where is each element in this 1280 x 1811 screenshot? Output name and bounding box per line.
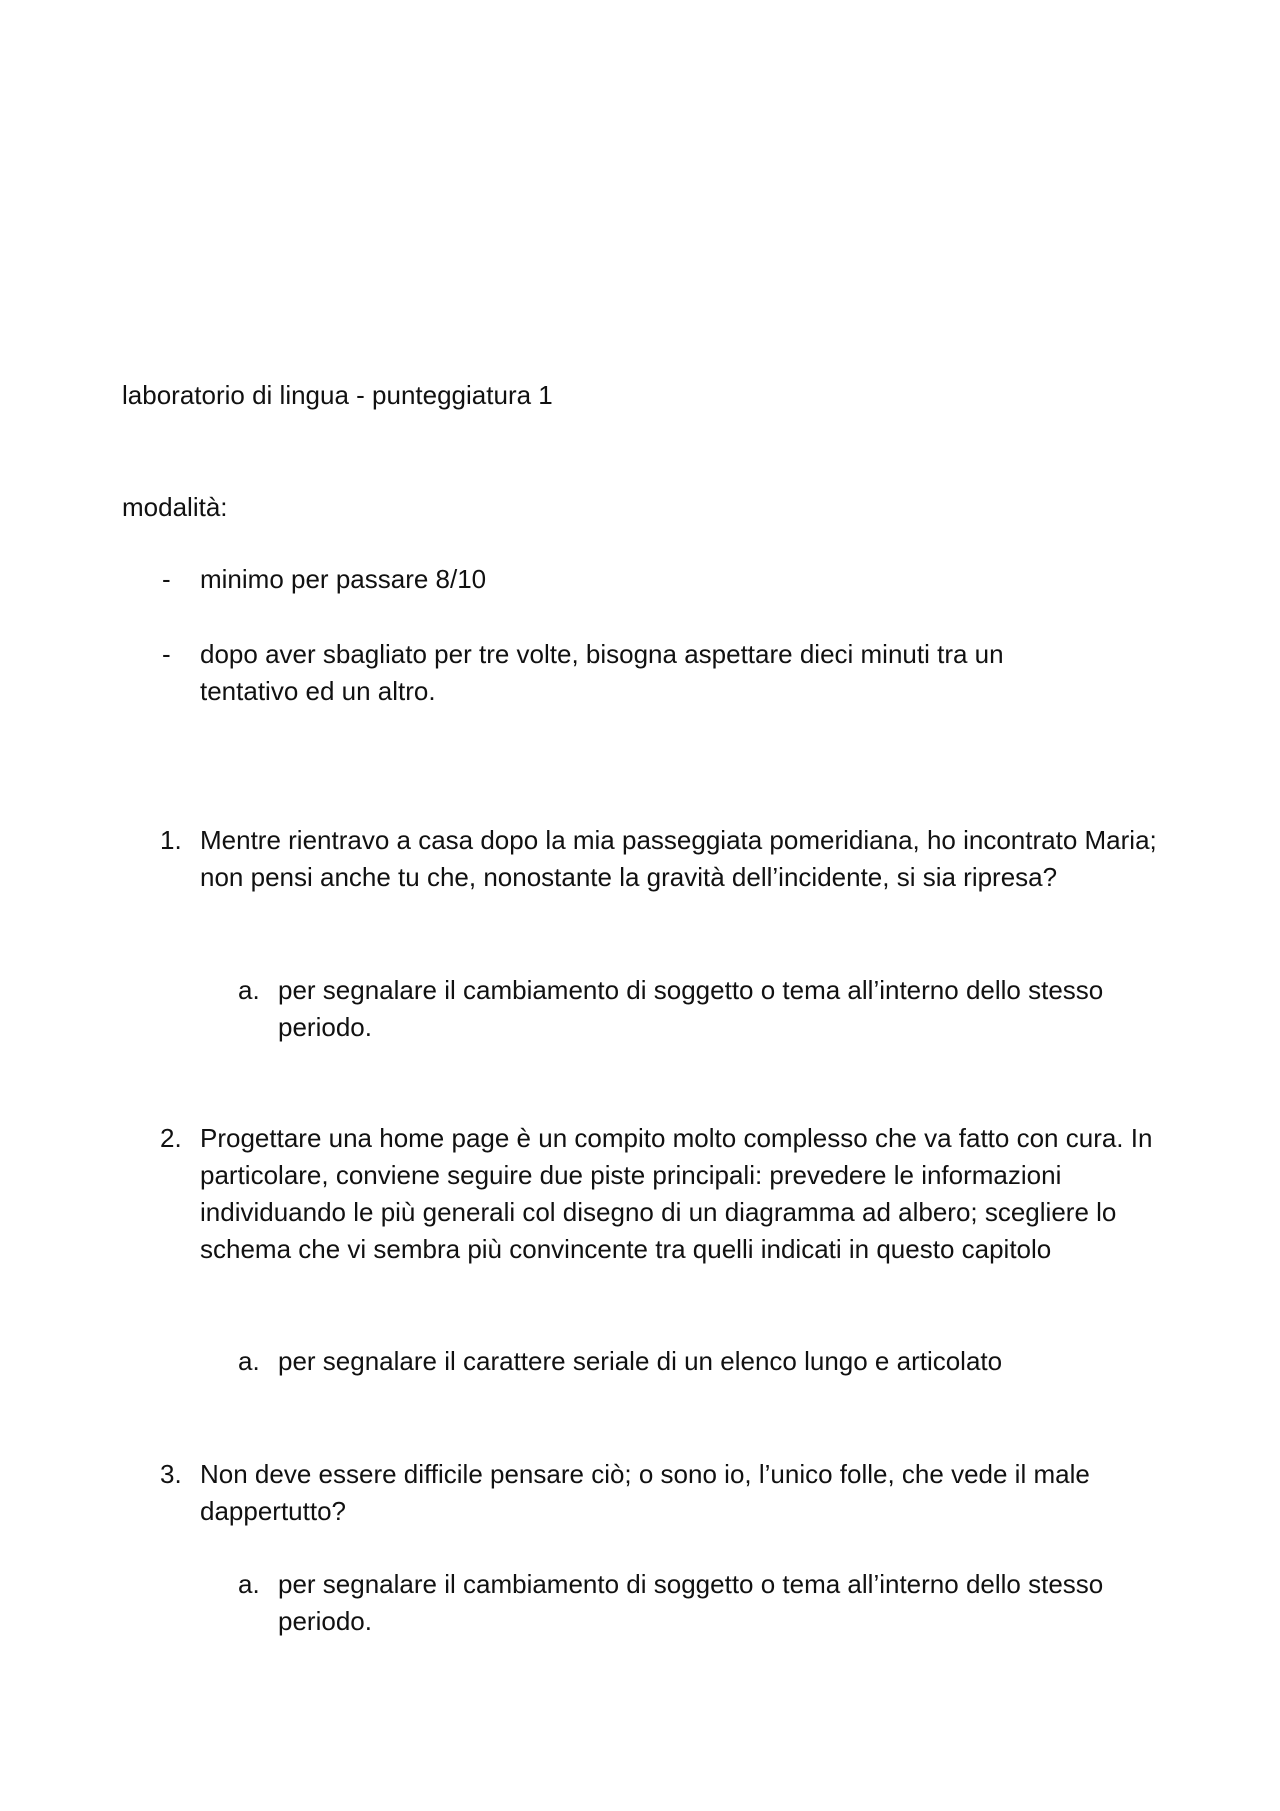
answer-text: per segnalare il cambiamento di soggetto o tema all’interno dello stesso periodo. — [278, 975, 1104, 1042]
question-text: Non deve essere difficile pensare ciò; o sono io, l’unico folle, che vede il male dappertutto? — [200, 1459, 1090, 1526]
question-number: 2. — [160, 1123, 182, 1153]
rule-bullet: - — [162, 639, 171, 669]
rule-text: dopo aver sbagliato per tre volte, bisogna aspettare dieci minuti tra un tentativo ed un altro. — [200, 639, 1004, 706]
question-text: Mentre rientravo a casa dopo la mia passeggiata pomeridiana, ho incontrato Maria; non pensi anche tu che, nonostante la gravità dell’incidente, si sia ripresa? — [200, 825, 1157, 892]
rule-text: minimo per passare 8/10 — [200, 564, 487, 594]
question-number: 3. — [160, 1459, 182, 1489]
question-text: Progettare una home page è un compito molto complesso che va fatto con cura. In particolare, conviene seguire due piste principali: prevedere le informazioni individuando le più generali col disegno di un diagramma ad albero; scegliere lo schema che vi sembra più convincente tra quelli indicati in questo capitolo — [200, 1123, 1153, 1264]
answer-letter: a. — [238, 975, 260, 1005]
question-number: 1. — [160, 825, 182, 855]
rule-bullet: - — [162, 564, 171, 594]
document-title: laboratorio di lingua - punteggiatura 1 — [122, 380, 553, 410]
answer-letter: a. — [238, 1569, 260, 1599]
mode-label: modalità: — [122, 492, 228, 522]
answer-text: per segnalare il cambiamento di soggetto o tema all’interno dello stesso periodo. — [278, 1569, 1104, 1636]
answer-text: per segnalare il carattere seriale di un elenco lungo e articolato — [278, 1346, 1003, 1376]
answer-letter: a. — [238, 1346, 260, 1376]
